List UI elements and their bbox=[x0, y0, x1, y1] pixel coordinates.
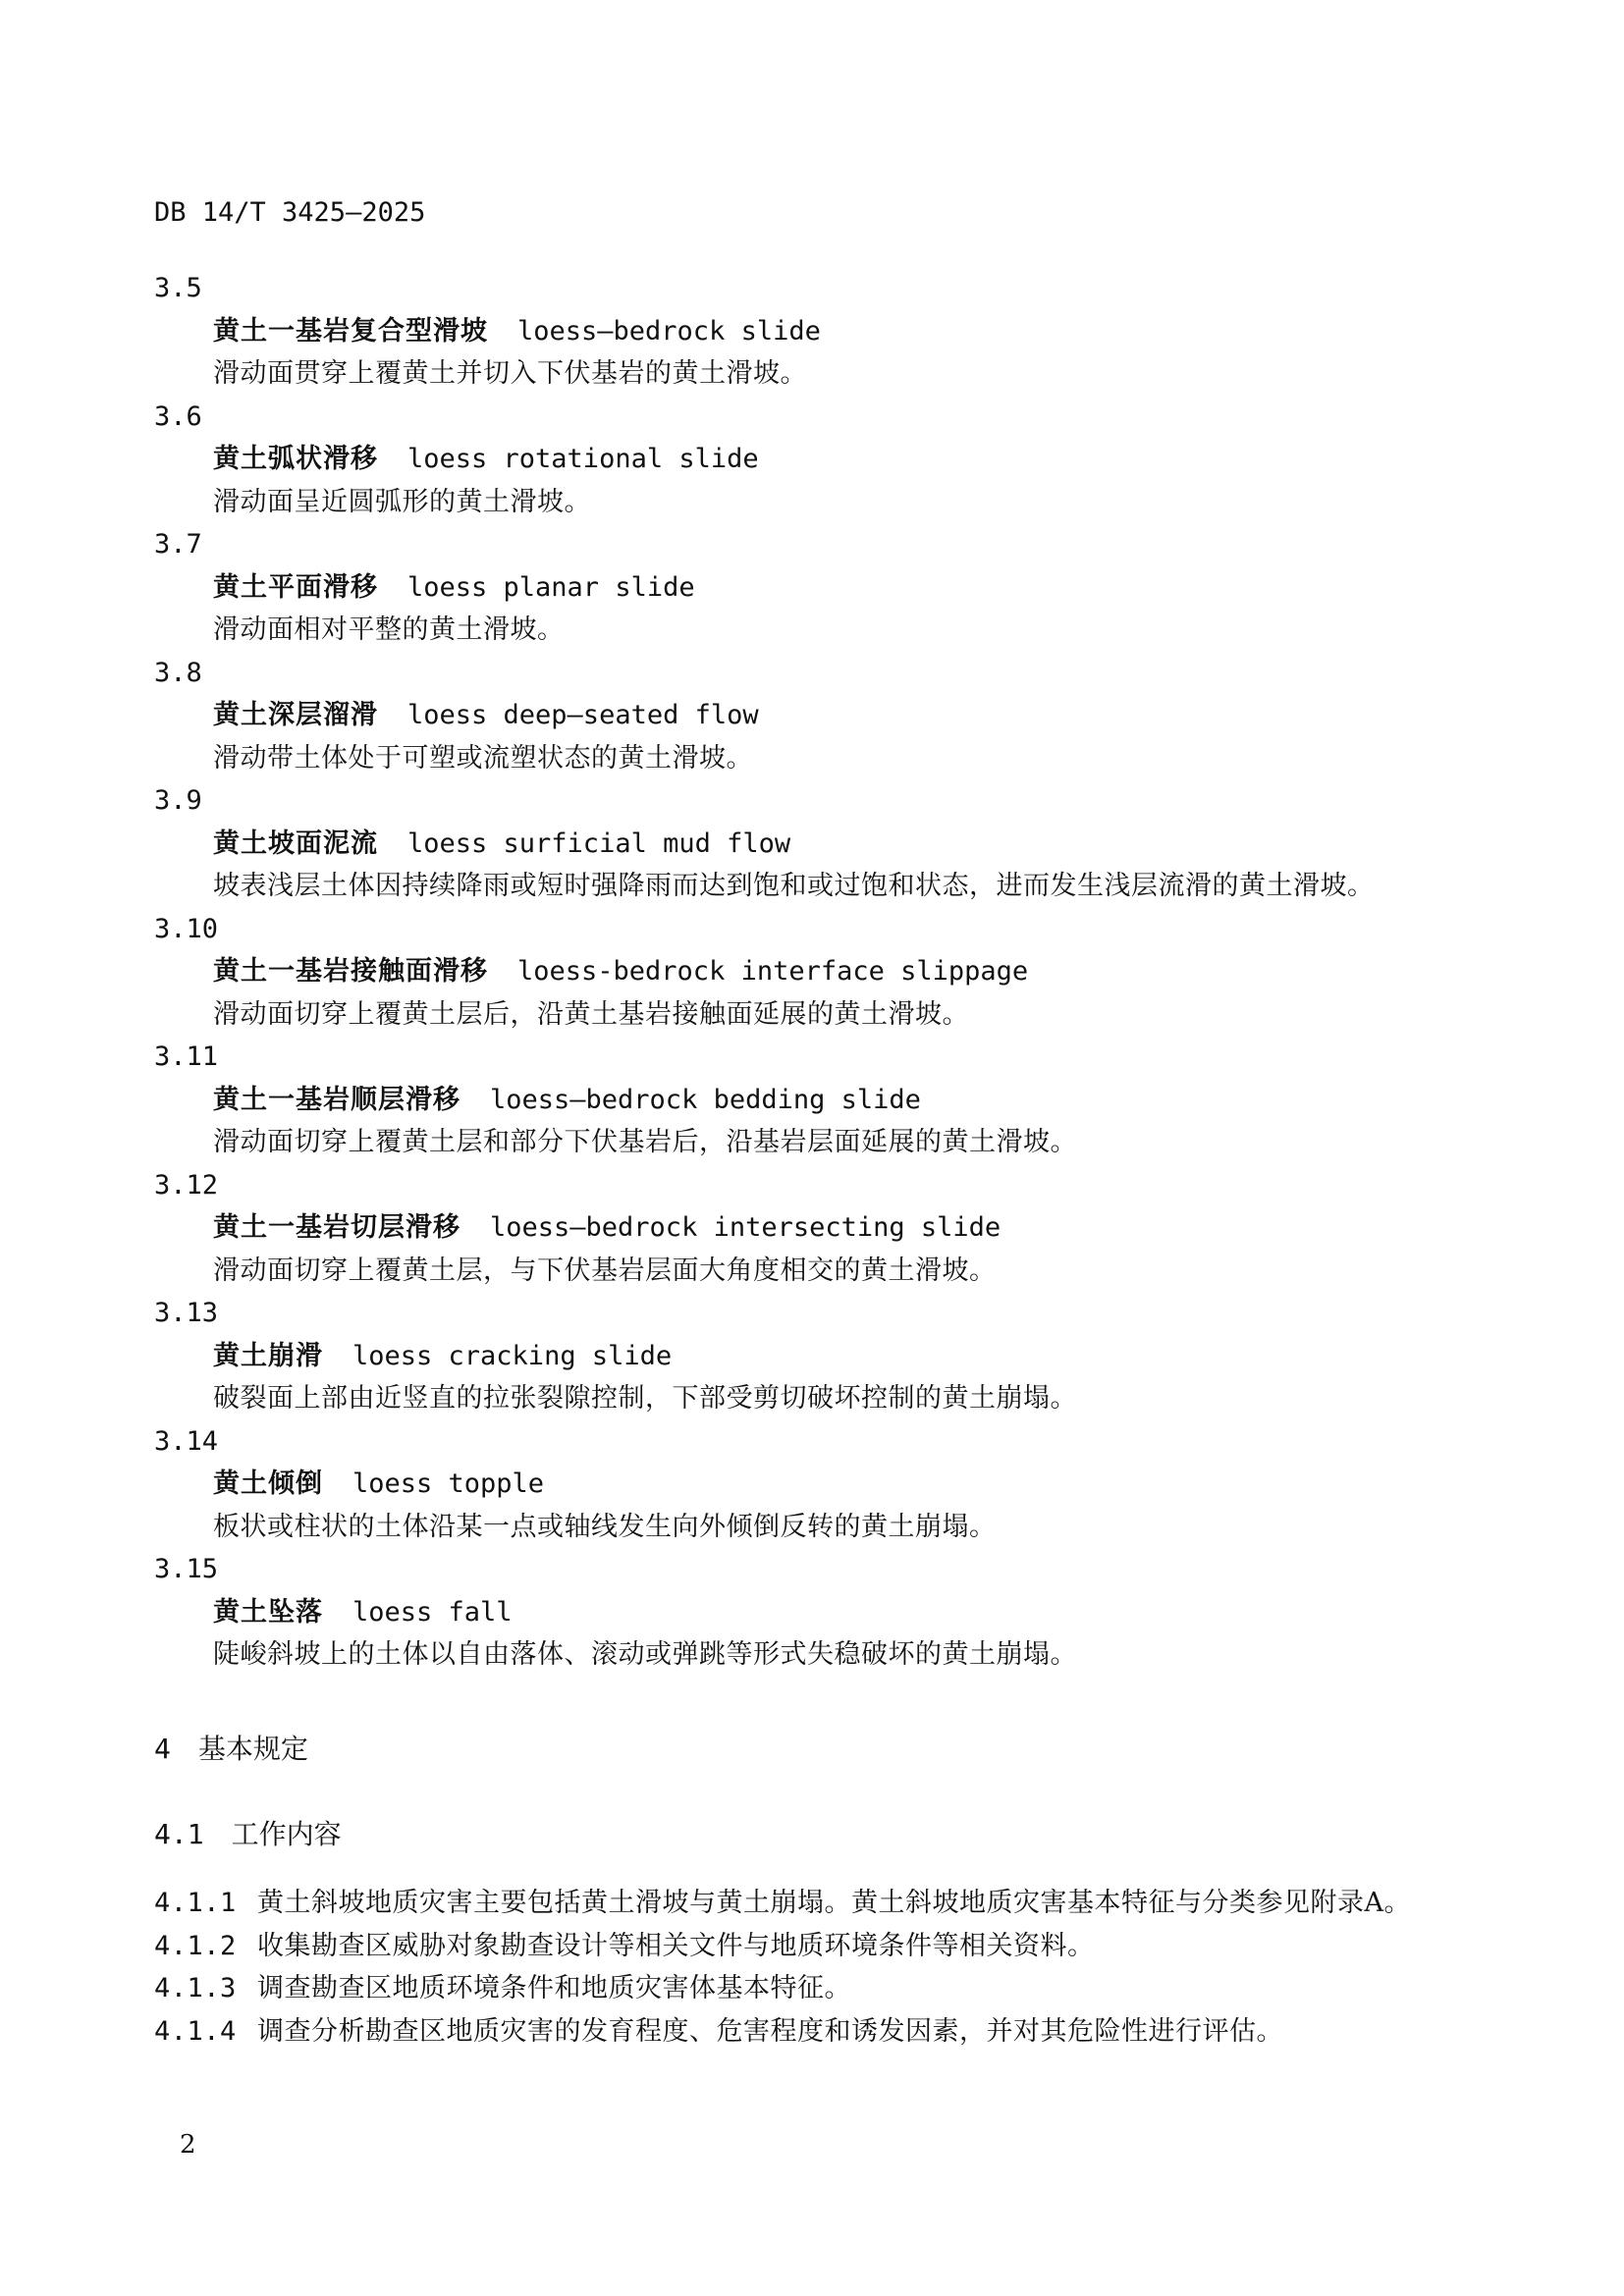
chapter-title: 基本规定 bbox=[197, 1733, 308, 1765]
term-definition: 滑动面呈近圆弧形的黄土滑坡。 bbox=[213, 486, 591, 517]
term-chinese: 黄土平面滑移 bbox=[213, 571, 378, 603]
term-number: 3.15 bbox=[154, 1554, 219, 1584]
term-entry bbox=[154, 779, 1509, 908]
term-english: loess—bedrock bedding slide bbox=[490, 1084, 921, 1115]
term-chinese: 黄土坠落 bbox=[213, 1596, 323, 1628]
term-english: loess surficial mud flow bbox=[407, 828, 791, 859]
term-heading bbox=[154, 950, 1509, 993]
term-entry bbox=[154, 396, 1509, 524]
term-number: 3.10 bbox=[154, 913, 219, 944]
section-number: 4.1 bbox=[154, 1818, 204, 1850]
term-entry bbox=[154, 1036, 1509, 1164]
term-chinese: 黄土坡面泥流 bbox=[213, 828, 378, 859]
clause bbox=[154, 2010, 1519, 2054]
term-entry bbox=[154, 652, 1509, 780]
term-english: loess fall bbox=[352, 1596, 513, 1628]
terms-list bbox=[154, 267, 1509, 1677]
clause-text: 调查分析勘查区地质灾害的发育程度、危害程度和诱发因素，并对其危险性进行评估。 bbox=[257, 2015, 1283, 2047]
term-number: 3.12 bbox=[154, 1169, 219, 1201]
term-number: 3.6 bbox=[154, 400, 202, 432]
clause-number: 4.1.2 bbox=[154, 1930, 237, 1961]
term-entry bbox=[154, 523, 1509, 652]
term-heading bbox=[154, 1335, 1509, 1378]
term-number: 3.7 bbox=[154, 529, 202, 560]
clause bbox=[154, 1882, 1519, 1925]
term-chinese: 黄土弧状滑移 bbox=[213, 444, 378, 474]
term-number: 3.11 bbox=[154, 1041, 219, 1072]
term-chinese: 黄土崩滑 bbox=[213, 1340, 323, 1371]
term-heading bbox=[154, 1079, 1509, 1122]
term-english: loess cracking slide bbox=[352, 1340, 673, 1371]
clause bbox=[154, 1925, 1519, 1968]
term-chinese: 黄土一基岩切层滑移 bbox=[213, 1212, 460, 1243]
clause-number: 4.1.4 bbox=[154, 2015, 237, 2047]
term-number: 3.5 bbox=[154, 273, 202, 303]
clause-text: 调查勘查区地质环境条件和地质灾害体基本特征。 bbox=[257, 1973, 851, 2003]
term-entry bbox=[154, 1164, 1509, 1293]
term-number: 3.14 bbox=[154, 1425, 219, 1457]
term-english: loess topple bbox=[352, 1468, 545, 1499]
term-entry bbox=[154, 1548, 1509, 1677]
term-number: 3.9 bbox=[154, 785, 202, 816]
term-heading bbox=[154, 694, 1509, 737]
chapter-heading bbox=[154, 1732, 308, 1767]
clause bbox=[154, 1967, 1519, 2010]
term-definition: 陡峻斜坡上的土体以自由落体、滚动或弹跳等形式失稳破坏的黄土崩塌。 bbox=[213, 1639, 1077, 1670]
section-title: 工作内容 bbox=[231, 1818, 342, 1850]
term-definition: 破裂面上部由近竖直的拉张裂隙控制，下部受剪切破坏控制的黄土崩塌。 bbox=[213, 1383, 1077, 1414]
term-entry bbox=[154, 908, 1509, 1037]
term-heading bbox=[154, 1591, 1509, 1634]
term-english: loess rotational slide bbox=[407, 444, 759, 474]
term-definition: 滑动面切穿上覆黄土层，与下伏基岩层面大角度相交的黄土滑坡。 bbox=[213, 1255, 997, 1286]
chapter-number: 4 bbox=[154, 1733, 171, 1765]
term-heading bbox=[154, 438, 1509, 481]
clause-number: 4.1.1 bbox=[154, 1888, 237, 1918]
term-chinese: 黄土一基岩复合型滑坡 bbox=[213, 315, 488, 347]
term-number: 3.8 bbox=[154, 657, 202, 688]
page-number: 2 bbox=[180, 2130, 196, 2160]
term-definition: 滑动带土体处于可塑或流塑状态的黄土滑坡。 bbox=[213, 742, 753, 774]
section-heading bbox=[154, 1817, 342, 1852]
clause-number: 4.1.3 bbox=[154, 1973, 237, 2003]
term-definition: 滑动面贯穿上覆黄土并切入下伏基岩的黄土滑坡。 bbox=[213, 358, 807, 389]
term-english: loess-bedrock interface slippage bbox=[517, 956, 1029, 987]
term-definition: 滑动面相对平整的黄土滑坡。 bbox=[213, 614, 565, 645]
term-heading bbox=[154, 566, 1509, 610]
term-heading bbox=[154, 1463, 1509, 1506]
term-heading bbox=[154, 823, 1509, 866]
term-entry bbox=[154, 267, 1509, 396]
term-heading bbox=[154, 310, 1509, 353]
term-english: loess planar slide bbox=[407, 571, 695, 603]
term-chinese: 黄土一基岩顺层滑移 bbox=[213, 1084, 460, 1115]
term-chinese: 黄土深层溜滑 bbox=[213, 700, 378, 730]
term-entry bbox=[154, 1292, 1509, 1420]
clause-text: 收集勘查区威胁对象勘查设计等相关文件与地质环境条件等相关资料。 bbox=[257, 1930, 1095, 1961]
clauses-list bbox=[154, 1882, 1519, 2053]
term-heading bbox=[154, 1206, 1509, 1250]
term-english: loess—bedrock intersecting slide bbox=[490, 1212, 1001, 1243]
term-english: loess—bedrock slide bbox=[517, 315, 821, 347]
term-number: 3.13 bbox=[154, 1298, 219, 1328]
term-definition: 滑动面切穿上覆黄土层后，沿黄土基岩接触面延展的黄土滑坡。 bbox=[213, 998, 969, 1030]
term-english: loess deep—seated flow bbox=[407, 700, 759, 730]
term-chinese: 黄土倾倒 bbox=[213, 1468, 323, 1499]
term-chinese: 黄土一基岩接触面滑移 bbox=[213, 956, 488, 987]
clause-text: 黄土斜坡地质灾害主要包括黄土滑坡与黄土崩塌。黄土斜坡地质灾害基本特征与分类参见附录A。 bbox=[257, 1888, 1411, 1918]
term-definition: 板状或柱状的土体沿某一点或轴线发生向外倾倒反转的黄土崩塌。 bbox=[213, 1511, 997, 1542]
document-code: DB 14/T 3425—2025 bbox=[154, 197, 426, 228]
term-definition: 坡表浅层土体因持续降雨或短时强降雨而达到饱和或过饱和状态，进而发生浅层流滑的黄土滑坡。 bbox=[213, 871, 1375, 901]
term-entry bbox=[154, 1420, 1509, 1549]
term-definition: 滑动面切穿上覆黄土层和部分下伏基岩后，沿基岩层面延展的黄土滑坡。 bbox=[213, 1127, 1077, 1157]
